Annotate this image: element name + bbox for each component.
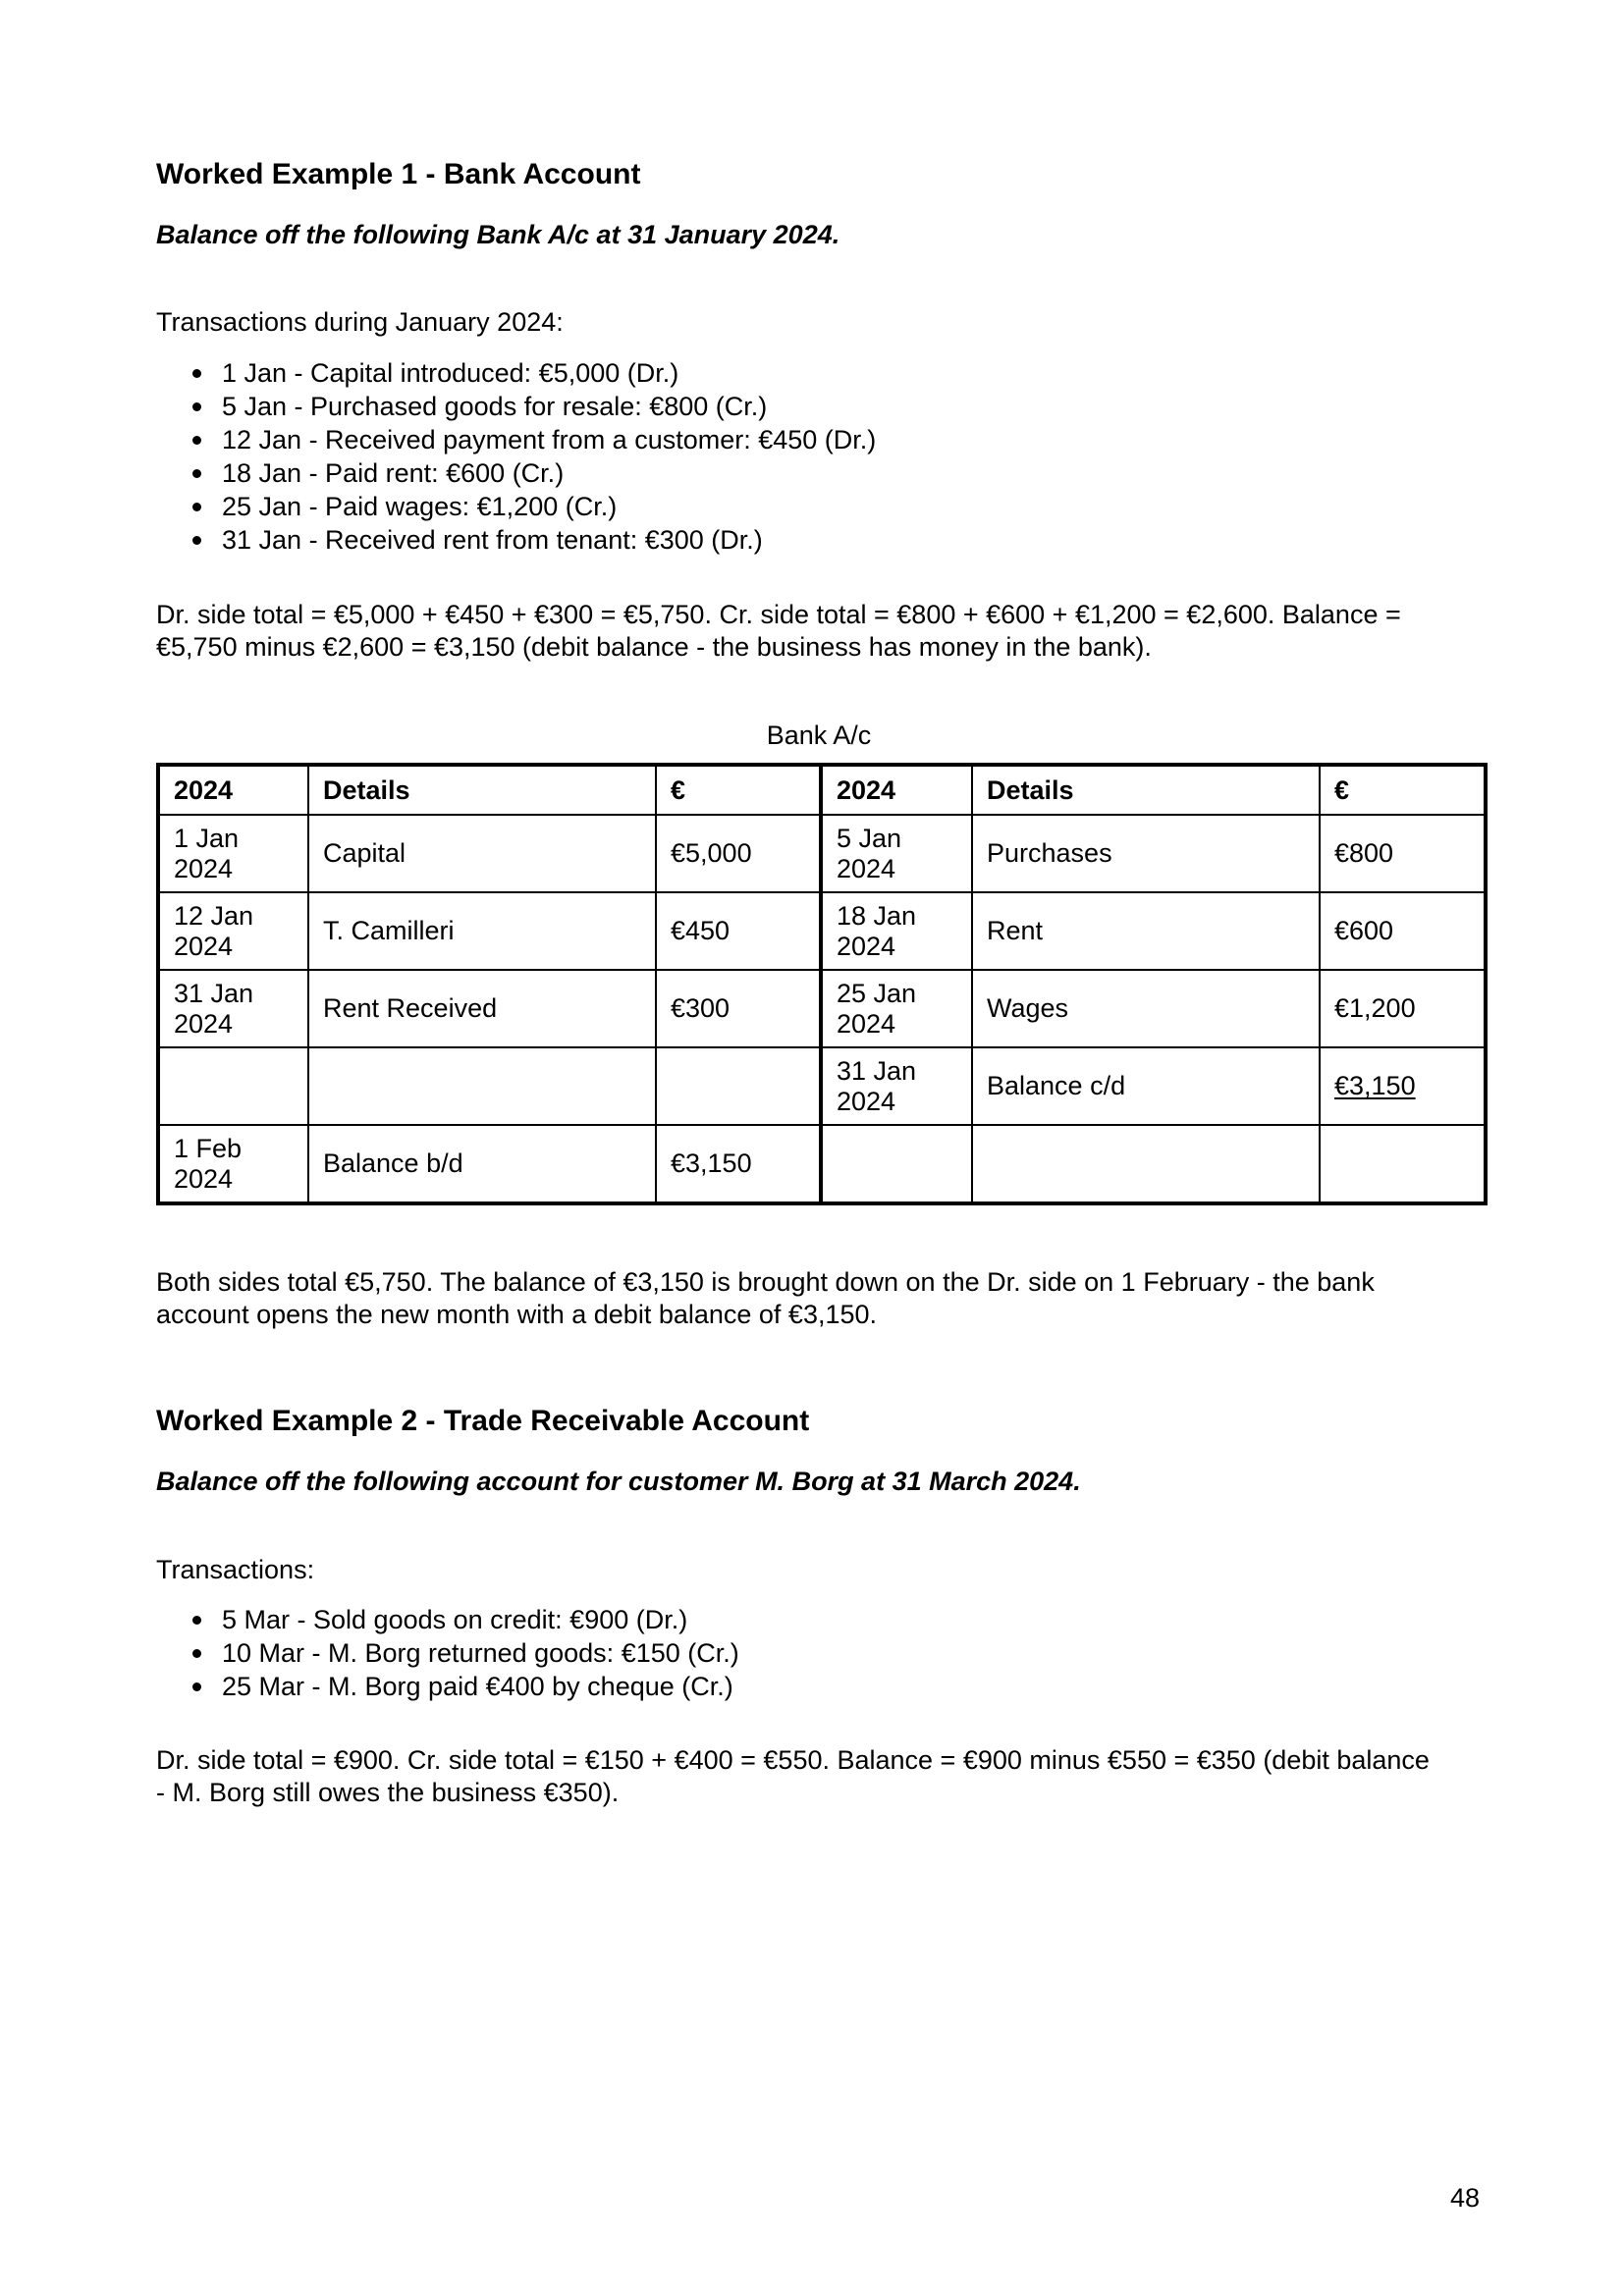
- example1-intro: Transactions during January 2024:: [156, 307, 564, 337]
- dr-amount: €300: [656, 970, 821, 1047]
- list-item: 31 Jan - Received rent from tenant: €300 (Dr.): [156, 523, 876, 557]
- cr-details: Rent: [972, 892, 1320, 970]
- list-item: 5 Jan - Purchased goods for resale: €800 (Cr.): [156, 390, 876, 423]
- dr-date: 1 Jan 2024: [158, 815, 308, 892]
- ledger-header-row: [158, 765, 1486, 815]
- cr-date: 5 Jan 2024: [821, 815, 972, 892]
- cr-date: 25 Jan 2024: [821, 970, 972, 1047]
- balance-cd-amount: €3,150: [1334, 1071, 1416, 1100]
- cr-amount: €800: [1320, 815, 1486, 892]
- cr-details-header: Details: [972, 765, 1320, 815]
- table-row: [158, 1125, 1486, 1203]
- list-item: 1 Jan - Capital introduced: €5,000 (Dr.): [156, 356, 876, 390]
- example2-instruction: Balance off the following account for customer M. Borg at 31 March 2024.: [156, 1467, 1081, 1496]
- example1-transaction-list: [156, 356, 876, 557]
- list-item: 12 Jan - Received payment from a customer: €450 (Dr.): [156, 423, 876, 456]
- table-row: [158, 892, 1486, 970]
- dr-date: 12 Jan 2024: [158, 892, 308, 970]
- example1-calculation: [156, 599, 1482, 664]
- dr-amount: €5,000: [656, 815, 821, 892]
- cr-amount: [1320, 1125, 1486, 1203]
- calculation-line: Dr. side total = €900. Cr. side total = €150 + €400 = €550. Balance = €900 minus €550 = €350 (debit balance: [156, 1745, 1430, 1775]
- table-row: [158, 1047, 1486, 1125]
- dr-date: 31 Jan 2024: [158, 970, 308, 1047]
- cr-amount: [1320, 1047, 1486, 1125]
- dr-amount: €450: [656, 892, 821, 970]
- example2-intro: Transactions:: [156, 1555, 315, 1584]
- cr-amount: €600: [1320, 892, 1486, 970]
- cr-details: Purchases: [972, 815, 1320, 892]
- example2-heading: Worked Example 2 - Trade Receivable Account: [156, 1405, 810, 1437]
- bank-account-ledger: [156, 763, 1488, 1205]
- dr-details: T. Camilleri: [308, 892, 656, 970]
- cr-details: [972, 1125, 1320, 1203]
- cr-amount: €1,200: [1320, 970, 1486, 1047]
- conclusion-line: Both sides total €5,750. The balance of €3,150 is brought down on the Dr. side on 1 February - the bank: [156, 1267, 1375, 1297]
- table-row: [158, 970, 1486, 1047]
- dr-amount: [656, 1047, 821, 1125]
- example2-calculation: [156, 1744, 1482, 1809]
- conclusion-line: account opens the new month with a debit balance of €3,150.: [156, 1300, 878, 1329]
- dr-details: Rent Received: [308, 970, 656, 1047]
- example1-conclusion: [156, 1266, 1482, 1331]
- example1-instruction: Balance off the following Bank A/c at 31 January 2024.: [156, 220, 840, 249]
- calculation-line: - M. Borg still owes the business €350).: [156, 1778, 620, 1807]
- cr-details: Balance c/d: [972, 1047, 1320, 1125]
- table-row: [158, 815, 1486, 892]
- list-item: 18 Jan - Paid rent: €600 (Cr.): [156, 456, 876, 490]
- cr-date: 18 Jan 2024: [821, 892, 972, 970]
- cr-details: Wages: [972, 970, 1320, 1047]
- dr-amount: €3,150: [656, 1125, 821, 1203]
- account-title: Bank A/c: [766, 721, 872, 750]
- calculation-line: €5,750 minus €2,600 = €3,150 (debit balance - the business has money in the bank).: [156, 632, 1152, 662]
- example2-transaction-list: [156, 1603, 739, 1703]
- dr-details: [308, 1047, 656, 1125]
- dr-details: Capital: [308, 815, 656, 892]
- list-item: 5 Mar - Sold goods on credit: €900 (Dr.): [156, 1603, 739, 1636]
- example1-heading: Worked Example 1 - Bank Account: [156, 158, 641, 190]
- page-number: 48: [1449, 2183, 1480, 2213]
- cr-date: 31 Jan 2024: [821, 1047, 972, 1125]
- cr-date-header: 2024: [821, 765, 972, 815]
- list-item: 10 Mar - M. Borg returned goods: €150 (Cr.): [156, 1636, 739, 1670]
- dr-details: Balance b/d: [308, 1125, 656, 1203]
- dr-date: 1 Feb 2024: [158, 1125, 308, 1203]
- calculation-line: Dr. side total = €5,000 + €450 + €300 = €5,750. Cr. side total = €800 + €600 + €1,200 = €2,600. Balance =: [156, 600, 1401, 629]
- dr-date: [158, 1047, 308, 1125]
- cr-amount-header: €: [1320, 765, 1486, 815]
- dr-amount-header: €: [656, 765, 821, 815]
- cr-date: [821, 1125, 972, 1203]
- list-item: 25 Jan - Paid wages: €1,200 (Cr.): [156, 490, 876, 523]
- list-item: 25 Mar - M. Borg paid €400 by cheque (Cr.): [156, 1670, 739, 1703]
- dr-date-header: 2024: [158, 765, 308, 815]
- dr-details-header: Details: [308, 765, 656, 815]
